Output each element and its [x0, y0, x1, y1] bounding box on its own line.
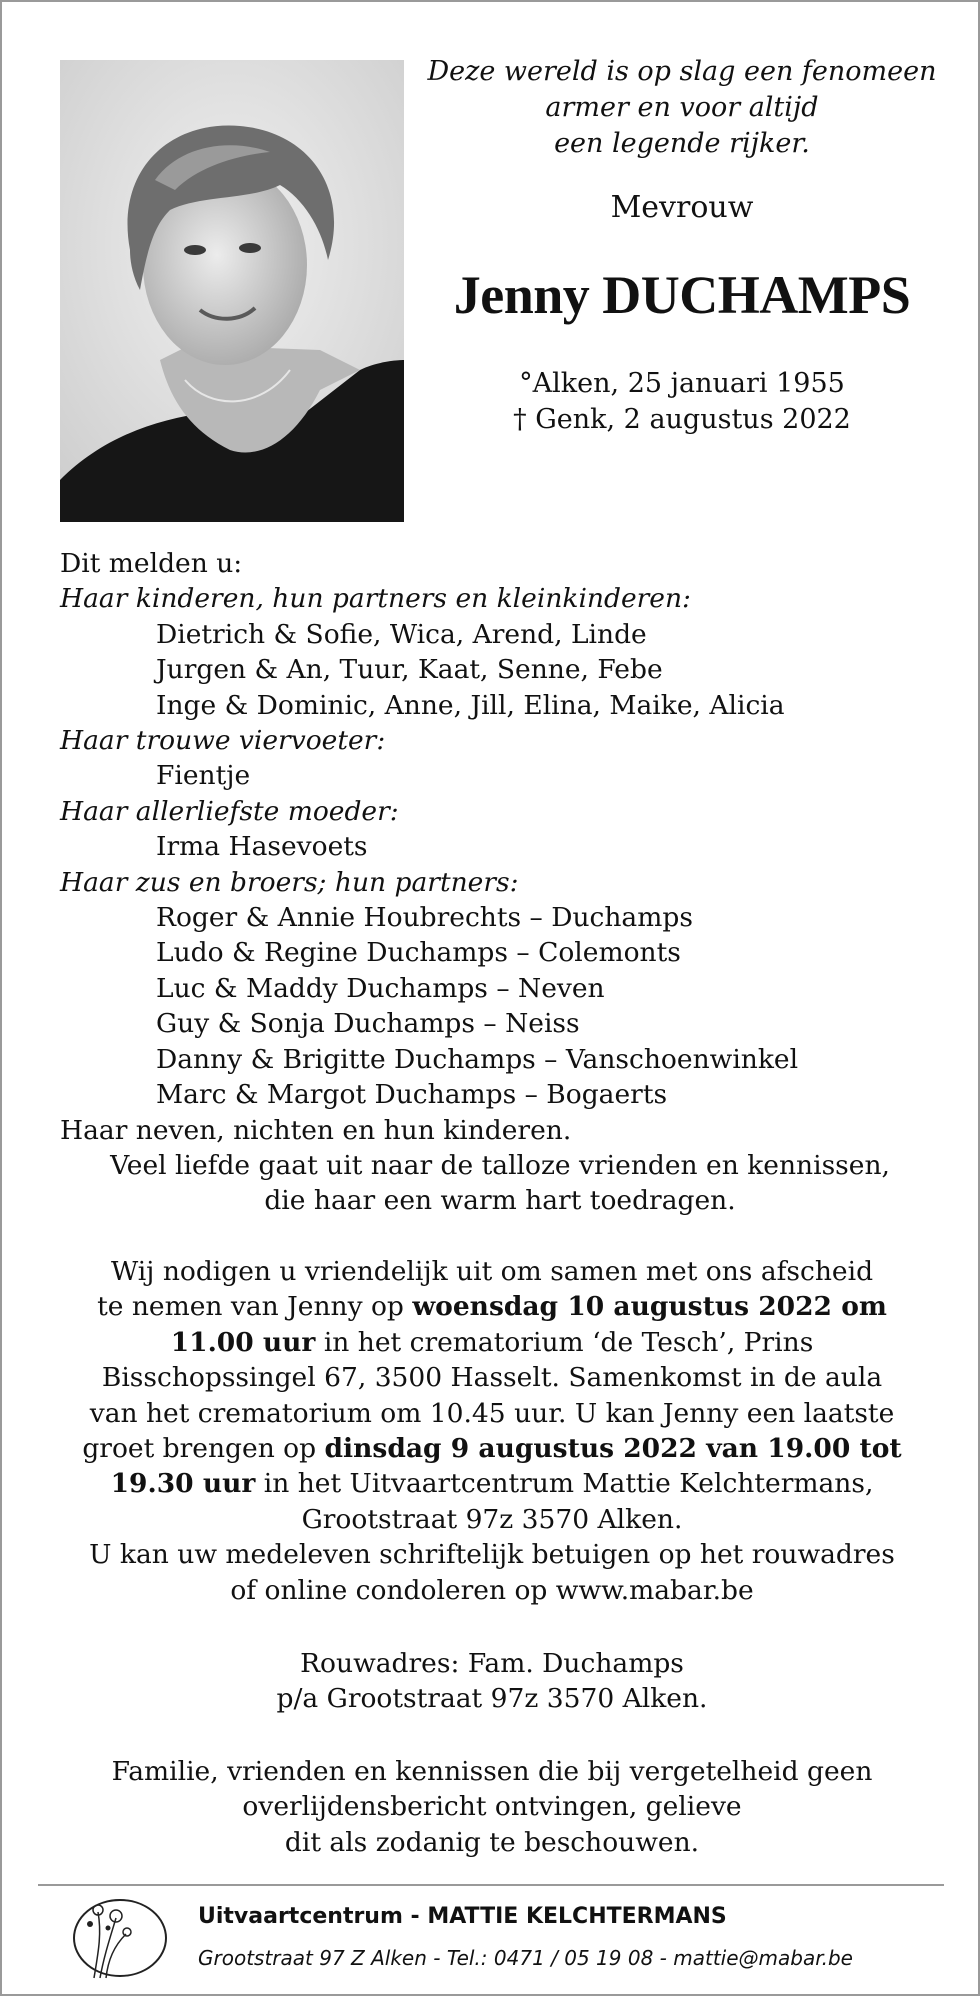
ceremony-line: Wij nodigen u vriendelijk uit om samen met ons afscheid	[110, 1256, 874, 1287]
family-line: Ludo & Regine Duchamps – Colemonts	[156, 937, 681, 969]
life-dates	[422, 366, 942, 438]
birth-date: °Alken, 25 januari 1955	[519, 368, 845, 399]
closing-line: Familie, vrienden en kennissen die bij vergetelheid geen	[111, 1756, 873, 1787]
quote-line: Deze wereld is op slag een fenomeen	[427, 56, 937, 87]
portrait-photo	[60, 60, 404, 522]
friends-line: die haar een warm hart toedragen.	[264, 1185, 736, 1217]
family-line: Irma Hasevoets	[156, 831, 368, 863]
ceremony-line: te nemen van Jenny op woensdag 10 augustus 2022 om	[97, 1291, 887, 1323]
memorial-quote	[422, 54, 942, 162]
friends-line: Veel liefde gaat uit naar de talloze vrienden en kennissen,	[110, 1149, 890, 1181]
family-line: Marc & Margot Duchamps – Bogaerts	[156, 1079, 668, 1111]
death-date: † Genk, 2 augustus 2022	[513, 404, 851, 435]
flower-logo-icon	[64, 1894, 170, 1984]
family-line: Dietrich & Sofie, Wica, Arend, Linde	[156, 618, 647, 650]
family-line: Fientje	[156, 760, 251, 792]
cousins-line: Haar neven, nichten en hun kinderen.	[60, 1114, 572, 1146]
pet-heading: Haar trouwe viervoeter:	[60, 725, 386, 757]
ceremony-line: van het crematorium om 10.45 uur. U kan Jenny een laatste	[89, 1397, 895, 1429]
ceremony-line: Grootstraat 97z 3570 Alken.	[301, 1503, 683, 1535]
address-line: p/a Grootstraat 97z 3570 Alken.	[276, 1683, 708, 1715]
portrait-illustration	[60, 60, 404, 522]
family-line: Danny & Brigitte Duchamps – Vanschoenwinkel	[156, 1043, 799, 1075]
ceremony-line: 19.30 uur in het Uitvaartcentrum Mattie Kelchtermans,	[110, 1468, 874, 1500]
family-line: Luc & Maddy Duchamps – Neven	[156, 972, 605, 1004]
announcement-intro: Dit melden u:	[60, 548, 243, 579]
closing-line: overlijdensbericht ontvingen, gelieve	[242, 1791, 742, 1823]
ceremony-details	[60, 1254, 924, 1608]
family-announcement	[60, 546, 940, 1219]
closing-note	[60, 1754, 924, 1860]
funeral-home-contact: Grootstraat 97 Z Alken - Tel.: 0471 / 05 19 08 - mattie@mabar.be	[198, 1946, 853, 1970]
family-line: Inge & Dominic, Anne, Jill, Elina, Maike, Alicia	[156, 689, 785, 721]
viewing-time: 19.30 uur	[110, 1468, 256, 1500]
family-line: Guy & Sonja Duchamps – Neiss	[156, 1008, 580, 1040]
deceased-name: Jenny DUCHAMPS	[453, 265, 911, 325]
mourning-address	[60, 1646, 924, 1717]
ceremony-time: 11.00 uur	[170, 1326, 316, 1358]
quote-line: armer en voor altijd	[545, 92, 819, 123]
ceremony-line: of online condoleren op www.mabar.be	[230, 1574, 754, 1606]
children-heading: Haar kinderen, hun partners en kleinkinderen:	[60, 583, 691, 615]
ceremony-line: Bisschopssingel 67, 3500 Hasselt. Samenkomst in de aula	[101, 1362, 883, 1394]
address-line: Rouwadres: Fam. Duchamps	[300, 1648, 684, 1679]
quote-line: een legende rijker.	[554, 128, 810, 159]
funeral-home-name: Uitvaartcentrum - MATTIE KELCHTERMANS	[198, 1904, 727, 1929]
family-line: Jurgen & An, Tuur, Kaat, Senne, Febe	[156, 654, 663, 686]
viewing-date: dinsdag 9 augustus 2022 van 19.00 tot	[324, 1433, 902, 1465]
siblings-heading: Haar zus en broers; hun partners:	[60, 866, 519, 898]
ceremony-line: 11.00 uur in het crematorium ‘de Tesch’, Prins	[170, 1326, 814, 1358]
footer-divider	[38, 1884, 944, 1886]
honorific-title: Mevrouw	[610, 190, 754, 225]
ceremony-line: groet brengen op dinsdag 9 augustus 2022 van 19.00 tot	[82, 1433, 902, 1465]
closing-line: dit als zodanig te beschouwen.	[284, 1826, 700, 1858]
family-line: Roger & Annie Houbrechts – Duchamps	[156, 902, 693, 934]
ceremony-line: U kan uw medeleven schriftelijk betuigen op het rouwadres	[89, 1539, 895, 1571]
ceremony-date: woensdag 10 augustus 2022 om	[412, 1291, 887, 1323]
mother-heading: Haar allerliefste moeder:	[60, 795, 399, 827]
